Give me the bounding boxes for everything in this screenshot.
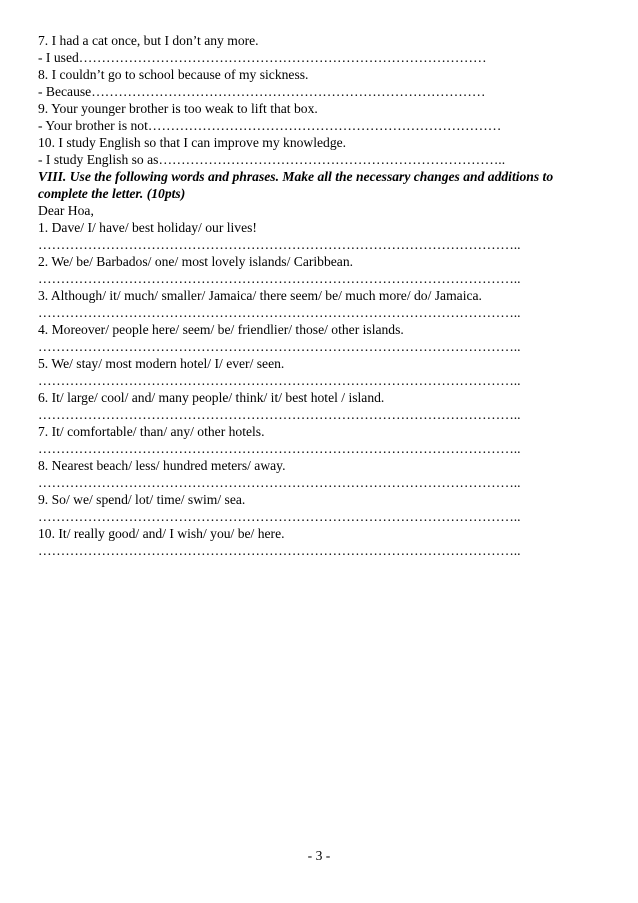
rewrite-prompt-7: 7. I had a cat once, but I don’t any more.: [38, 33, 259, 48]
worksheet-content: [38, 32, 598, 559]
rewrite-answer-8: - Because……………………………………………………………………………: [38, 84, 486, 99]
rewrite-prompt-10: 10. I study English so that I can improve my knowledge.: [38, 135, 347, 150]
item-prompt-5: 5. We/ stay/ most modern hotel/ I/ ever/ seen.: [38, 356, 285, 371]
item-answer-line-7: ……………………………………………………………………………………………..: [38, 441, 521, 456]
item-answer-line-1: ……………………………………………………………………………………………..: [38, 237, 521, 252]
rewrite-answer-9: - Your brother is not……………………………………………………………………: [38, 118, 502, 133]
item-answer-line-8: ……………………………………………………………………………………………..: [38, 475, 521, 490]
rewrite-prompt-8: 8. I couldn’t go to school because of my sickness.: [38, 67, 309, 82]
item-answer-line-4: ……………………………………………………………………………………………..: [38, 339, 521, 354]
rewrite-answer-7: - I used………………………………………………………………………………: [38, 50, 487, 65]
item-prompt-10: 10. It/ really good/ and/ I wish/ you/ be/ here.: [38, 526, 285, 541]
rewrite-answer-10: - I study English so as…………………………………………………………………..: [38, 152, 506, 167]
item-prompt-3: 3. Although/ it/ much/ smaller/ Jamaica/ there seem/ be/ much more/ do/ Jamaica.: [38, 288, 482, 303]
item-prompt-8: 8. Nearest beach/ less/ hundred meters/ away.: [38, 458, 286, 473]
item-prompt-1: 1. Dave/ I/ have/ best holiday/ our lives!: [38, 220, 257, 235]
page-number: - 3 -: [307, 848, 331, 863]
item-prompt-4: 4. Moreover/ people here/ seem/ be/ friendlier/ those/ other islands.: [38, 322, 404, 337]
item-prompt-9: 9. So/ we/ spend/ lot/ time/ swim/ sea.: [38, 492, 246, 507]
item-answer-line-10: ……………………………………………………………………………………………..: [38, 543, 521, 558]
item-answer-line-6: ……………………………………………………………………………………………..: [38, 407, 521, 422]
item-answer-line-3: ……………………………………………………………………………………………..: [38, 305, 521, 320]
rewrite-exercise: [38, 32, 598, 168]
item-answer-line-5: ……………………………………………………………………………………………..: [38, 373, 521, 388]
section-heading: VIII. Use the following words and phrases. Make all the necessary changes and additions to complete the letter. (10pts): [38, 169, 554, 201]
item-answer-line-9: ……………………………………………………………………………………………..: [38, 509, 521, 524]
item-answer-line-2: ……………………………………………………………………………………………..: [38, 271, 521, 286]
letter-greeting: Dear Hoa,: [38, 203, 94, 218]
item-prompt-6: 6. It/ large/ cool/ and/ many people/ think/ it/ best hotel / island.: [38, 390, 385, 405]
item-prompt-7: 7. It/ comfortable/ than/ any/ other hotels.: [38, 424, 265, 439]
rewrite-prompt-9: 9. Your younger brother is too weak to lift that box.: [38, 101, 318, 116]
section-viii: [38, 168, 598, 559]
item-prompt-2: 2. We/ be/ Barbados/ one/ most lovely islands/ Caribbean.: [38, 254, 354, 269]
